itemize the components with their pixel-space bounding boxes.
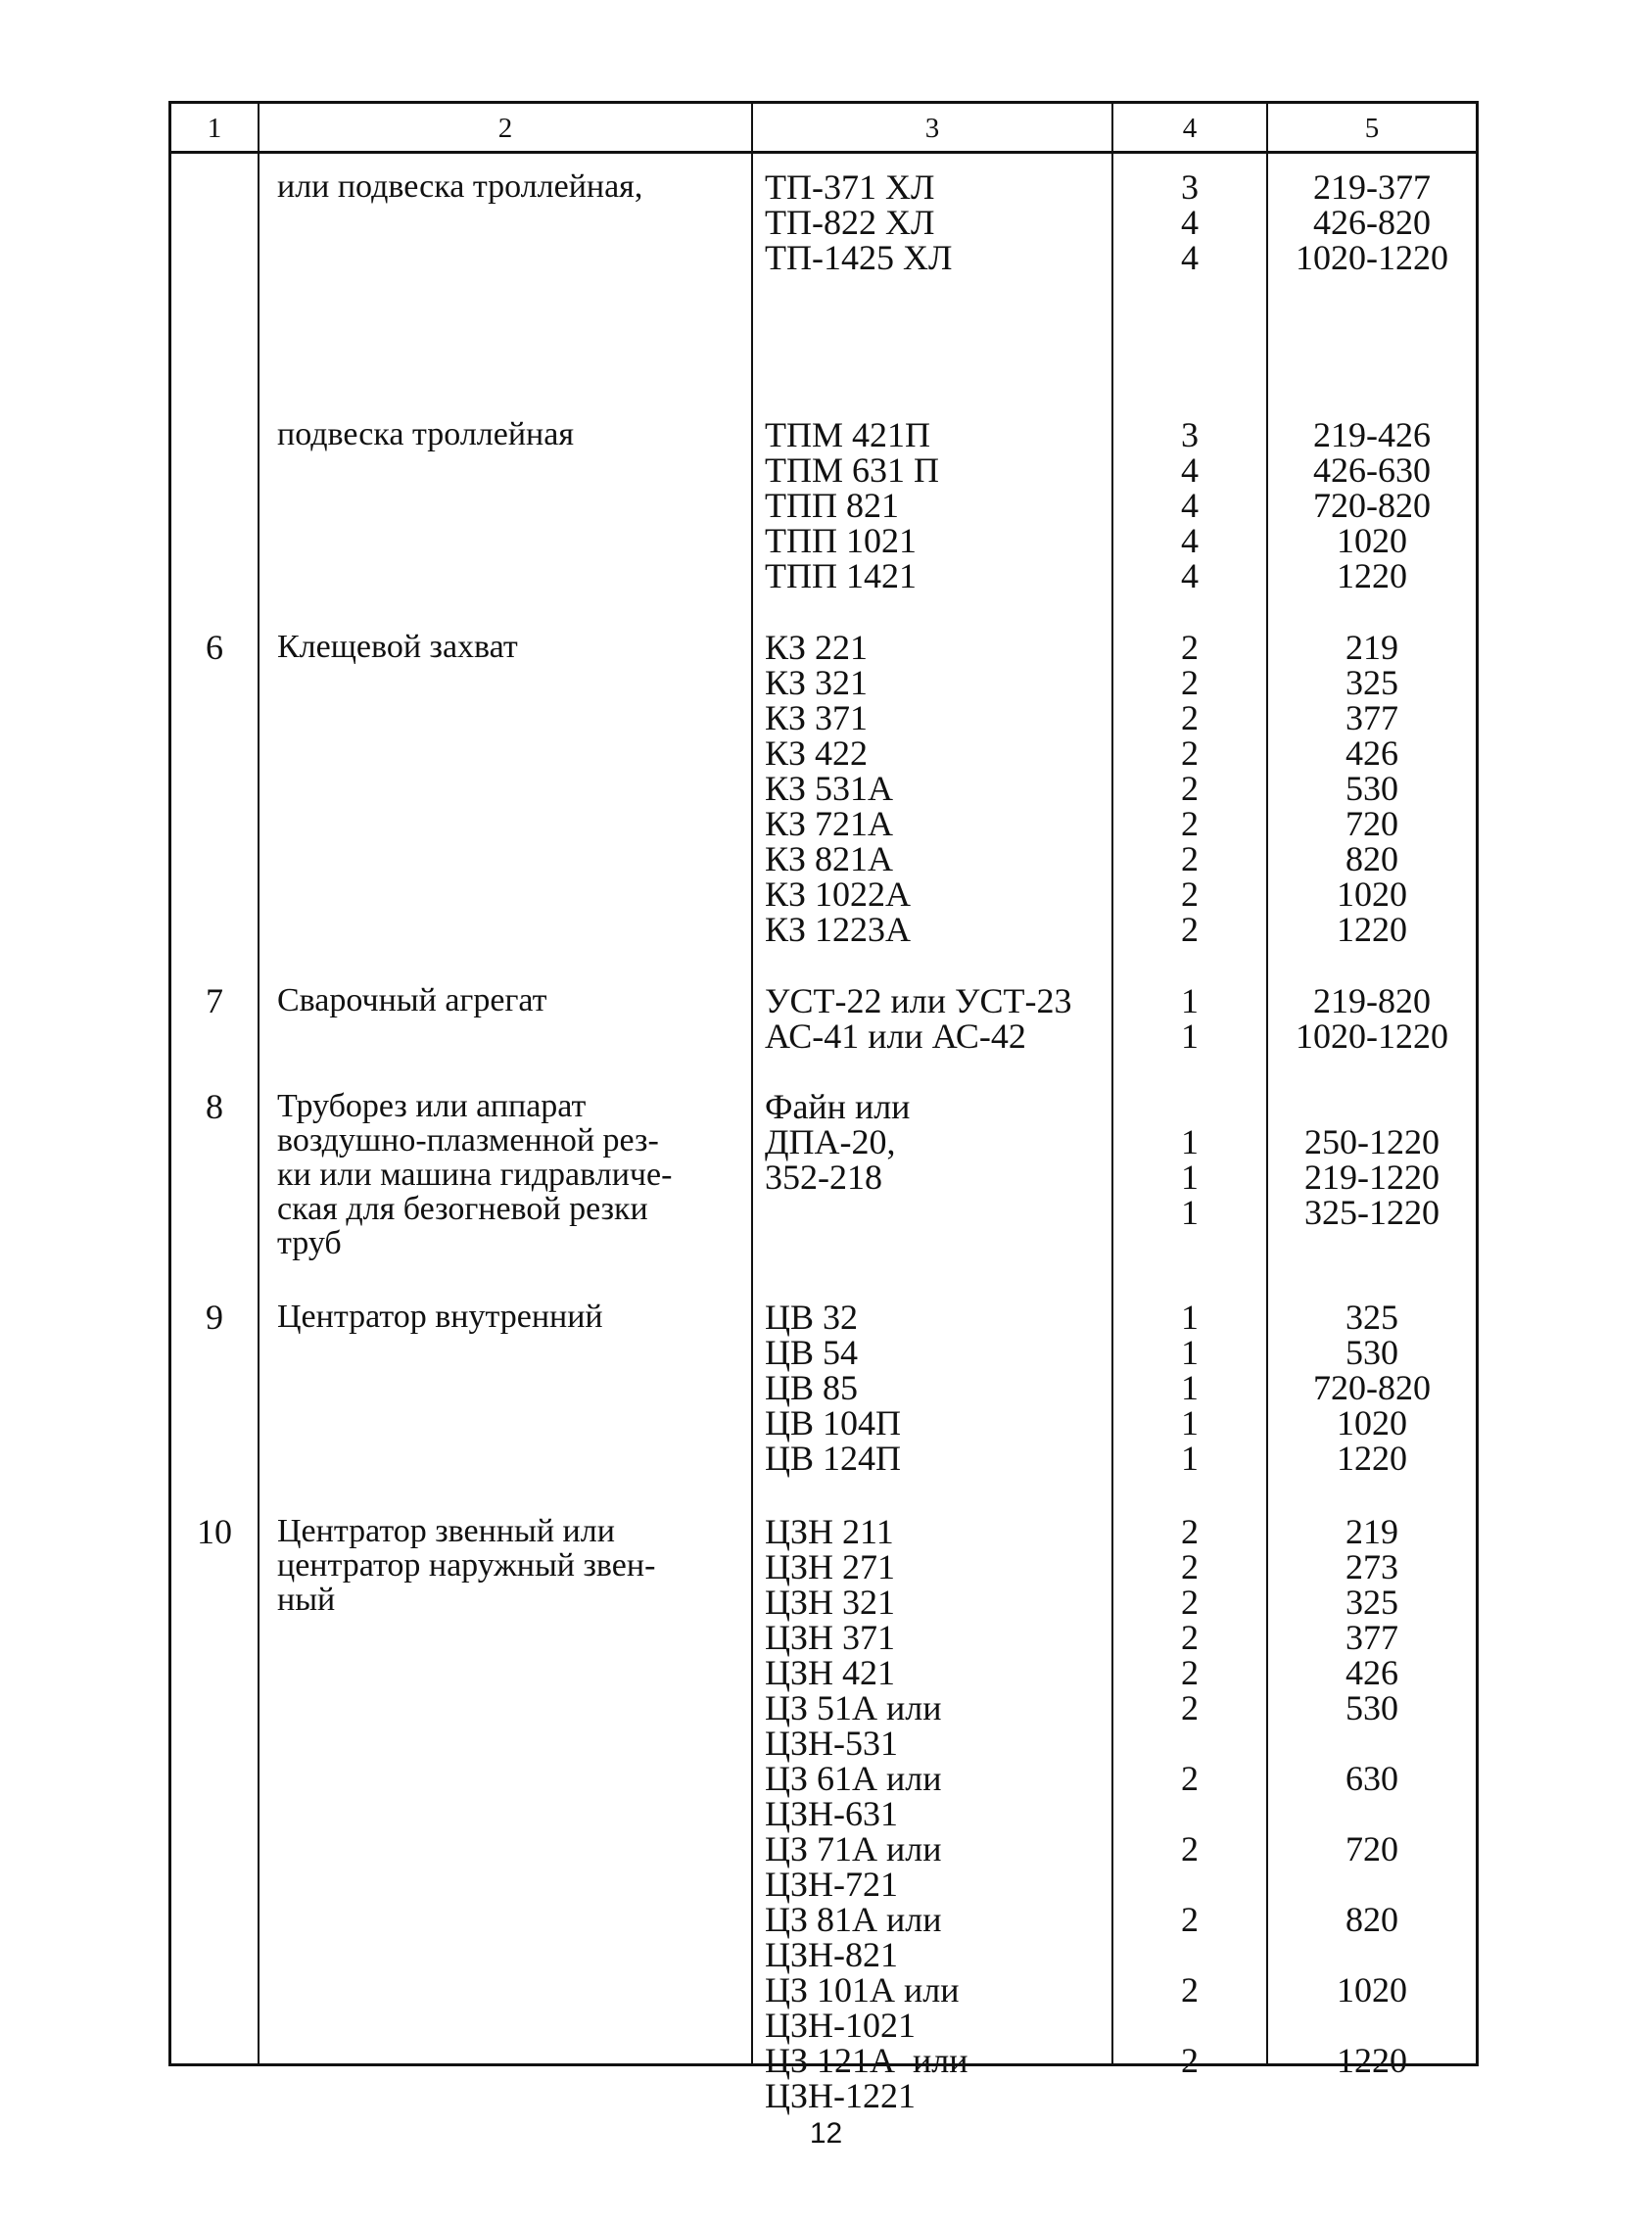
pipe-diameter: 219-377 bbox=[1313, 167, 1431, 207]
equipment-quantity: 1 bbox=[1181, 1298, 1199, 1337]
pipe-diameter: 1020 bbox=[1337, 875, 1407, 914]
pipe-diameter: 325 bbox=[1345, 1583, 1398, 1622]
equipment-quantity: 4 bbox=[1181, 450, 1199, 490]
equipment-mark: 352-218 bbox=[765, 1158, 882, 1197]
header-col-1: 1 bbox=[207, 113, 222, 144]
equipment-quantity: 1 bbox=[1181, 1017, 1199, 1056]
pipe-diameter: 1020-1220 bbox=[1296, 238, 1448, 277]
equipment-mark: ЦЗ 51А или bbox=[765, 1688, 942, 1727]
equipment-mark: УСТ-22 или УСТ-23 bbox=[765, 981, 1072, 1020]
equipment-mark: ЦЗН 271 bbox=[765, 1547, 896, 1586]
equipment-mark: ЦЗ 121А или bbox=[765, 2041, 968, 2080]
equipment-mark: ТП-1425 ХЛ bbox=[765, 238, 953, 277]
equipment-mark: ЦЗН-531 bbox=[765, 1724, 899, 1763]
pipe-diameter: 377 bbox=[1345, 1618, 1398, 1657]
equipment-mark: ТПП 1021 bbox=[765, 521, 917, 560]
equipment-quantity: 2 bbox=[1181, 698, 1199, 737]
pipe-diameter: 530 bbox=[1345, 1333, 1398, 1372]
equipment-mark: КЗ 1223А bbox=[765, 910, 912, 949]
equipment-quantity: 4 bbox=[1181, 556, 1199, 595]
equipment-quantity: 2 bbox=[1181, 1583, 1199, 1622]
equipment-quantity: 4 bbox=[1181, 521, 1199, 560]
row-number: 6 bbox=[206, 628, 223, 667]
pipe-diameter: 720-820 bbox=[1313, 486, 1431, 525]
row-number: 8 bbox=[206, 1087, 223, 1126]
pipe-diameter: 720 bbox=[1345, 1829, 1398, 1868]
equipment-mark: ДПА-20, bbox=[765, 1122, 896, 1161]
equipment-quantity: 2 bbox=[1181, 1900, 1199, 1939]
equipment-quantity: 2 bbox=[1181, 1618, 1199, 1657]
equipment-quantity: 1 bbox=[1181, 1193, 1199, 1232]
equipment-quantity: 2 bbox=[1181, 875, 1199, 914]
equipment-quantity: 2 bbox=[1181, 1759, 1199, 1798]
equipment-name: труб bbox=[277, 1225, 342, 1261]
equipment-name: центратор наружный звен- bbox=[277, 1547, 656, 1584]
equipment-quantity: 1 bbox=[1181, 1439, 1199, 1478]
pipe-diameter: 820 bbox=[1345, 839, 1398, 878]
header-col-2: 2 bbox=[497, 113, 513, 144]
equipment-mark: ТПМ 421П bbox=[765, 415, 930, 454]
equipment-mark: ЦЗН-1021 bbox=[765, 2006, 917, 2045]
pipe-diameter: 530 bbox=[1345, 769, 1398, 808]
pipe-diameter: 1020 bbox=[1337, 1403, 1407, 1443]
equipment-quantity: 2 bbox=[1181, 1547, 1199, 1586]
equipment-name: Клещевой захват bbox=[277, 629, 518, 665]
pipe-diameter: 273 bbox=[1345, 1547, 1398, 1586]
equipment-mark: КЗ 321 bbox=[765, 663, 869, 702]
equipment-quantity: 2 bbox=[1181, 1512, 1199, 1551]
equipment-mark: КЗ 221 bbox=[765, 628, 869, 667]
equipment-quantity: 2 bbox=[1181, 839, 1199, 878]
pipe-diameter: 1020 bbox=[1337, 521, 1407, 560]
pipe-diameter: 219 bbox=[1345, 1512, 1398, 1551]
equipment-quantity: 2 bbox=[1181, 804, 1199, 843]
equipment-mark: КЗ 721А bbox=[765, 804, 894, 843]
equipment-name: воздушно-плазменной рез- bbox=[277, 1122, 659, 1159]
pipe-diameter: 1020 bbox=[1337, 1970, 1407, 2010]
equipment-mark: ЦВ 124П bbox=[765, 1439, 902, 1478]
equipment-quantity: 2 bbox=[1181, 910, 1199, 949]
pipe-diameter: 219-820 bbox=[1313, 981, 1431, 1020]
pipe-diameter: 530 bbox=[1345, 1688, 1398, 1727]
pipe-diameter: 325-1220 bbox=[1304, 1193, 1440, 1232]
equipment-mark: ЦЗН 371 bbox=[765, 1618, 896, 1657]
equipment-mark: ЦЗН 321 bbox=[765, 1583, 896, 1622]
equipment-mark: ТПМ 631 П bbox=[765, 450, 939, 490]
pipe-diameter: 250-1220 bbox=[1304, 1122, 1440, 1161]
equipment-quantity: 2 bbox=[1181, 1653, 1199, 1692]
header-rule bbox=[171, 151, 1476, 154]
equipment-quantity: 2 bbox=[1181, 733, 1199, 773]
equipment-name: или подвеска троллейная, bbox=[277, 168, 643, 205]
equipment-mark: ЦЗН-1221 bbox=[765, 2076, 917, 2115]
pipe-diameter: 1020-1220 bbox=[1296, 1017, 1448, 1056]
equipment-mark: Файн или bbox=[765, 1087, 911, 1126]
equipment-mark: ТПП 821 bbox=[765, 486, 899, 525]
equipment-mark: КЗ 1022А bbox=[765, 875, 912, 914]
pipe-diameter: 720-820 bbox=[1313, 1368, 1431, 1407]
equipment-name: ки или машина гидравличе- bbox=[277, 1157, 673, 1193]
equipment-quantity: 3 bbox=[1181, 415, 1199, 454]
equipment-quantity: 1 bbox=[1181, 1122, 1199, 1161]
pipe-diameter: 1220 bbox=[1337, 1439, 1407, 1478]
pipe-diameter: 219-1220 bbox=[1304, 1158, 1440, 1197]
equipment-mark: ЦЗН-631 bbox=[765, 1794, 899, 1833]
equipment-mark: ЦЗН 421 bbox=[765, 1653, 896, 1692]
pipe-diameter: 325 bbox=[1345, 1298, 1398, 1337]
pipe-diameter: 426-820 bbox=[1313, 203, 1431, 242]
equipment-quantity: 2 bbox=[1181, 769, 1199, 808]
pipe-diameter: 1220 bbox=[1337, 2041, 1407, 2080]
pipe-diameter: 630 bbox=[1345, 1759, 1398, 1798]
equipment-quantity: 4 bbox=[1181, 238, 1199, 277]
equipment-mark: ЦЗ 71А или bbox=[765, 1829, 942, 1868]
pipe-diameter: 1220 bbox=[1337, 556, 1407, 595]
row-number: 7 bbox=[206, 981, 223, 1020]
pipe-diameter: 325 bbox=[1345, 663, 1398, 702]
equipment-quantity: 1 bbox=[1181, 1403, 1199, 1443]
equipment-quantity: 1 bbox=[1181, 981, 1199, 1020]
equipment-mark: ТП-822 ХЛ bbox=[765, 203, 935, 242]
equipment-mark: ЦЗН-821 bbox=[765, 1935, 899, 1974]
column-divider bbox=[258, 104, 260, 2063]
equipment-quantity: 2 bbox=[1181, 663, 1199, 702]
row-number: 9 bbox=[206, 1298, 223, 1337]
equipment-name: подвеска троллейная bbox=[277, 416, 574, 452]
pipe-diameter: 426-630 bbox=[1313, 450, 1431, 490]
equipment-quantity: 1 bbox=[1181, 1333, 1199, 1372]
header-col-4: 4 bbox=[1182, 113, 1198, 144]
equipment-name: Труборез или аппарат bbox=[277, 1088, 587, 1124]
pipe-diameter: 820 bbox=[1345, 1900, 1398, 1939]
equipment-quantity: 2 bbox=[1181, 1829, 1199, 1868]
pipe-diameter: 1220 bbox=[1337, 910, 1407, 949]
pipe-diameter: 219 bbox=[1345, 628, 1398, 667]
pipe-diameter: 426 bbox=[1345, 733, 1398, 773]
equipment-mark: ЦЗ 81А или bbox=[765, 1900, 942, 1939]
equipment-mark: ТП-371 ХЛ bbox=[765, 167, 935, 207]
header-col-5: 5 bbox=[1364, 113, 1380, 144]
equipment-mark: ЦВ 54 bbox=[765, 1333, 859, 1372]
equipment-quantity: 4 bbox=[1181, 203, 1199, 242]
equipment-table bbox=[168, 101, 1479, 2115]
equipment-name: ская для безогневой резки bbox=[277, 1191, 648, 1227]
equipment-quantity: 4 bbox=[1181, 486, 1199, 525]
equipment-name: Сварочный агрегат bbox=[277, 982, 547, 1018]
equipment-mark: ЦЗН-721 bbox=[765, 1865, 899, 1904]
equipment-name: Центратор внутренний bbox=[277, 1299, 603, 1335]
equipment-mark: АС-41 или АС-42 bbox=[765, 1017, 1026, 1056]
equipment-mark: ЦВ 104П bbox=[765, 1403, 902, 1443]
page-number: 12 bbox=[809, 2117, 843, 2150]
pipe-diameter: 219-426 bbox=[1313, 415, 1431, 454]
equipment-mark: КЗ 422 bbox=[765, 733, 869, 773]
equipment-quantity: 2 bbox=[1181, 628, 1199, 667]
equipment-name: Центратор звенный или bbox=[277, 1513, 615, 1549]
equipment-quantity: 1 bbox=[1181, 1158, 1199, 1197]
equipment-mark: ЦЗ 101А или bbox=[765, 1970, 960, 2010]
equipment-mark: ЦЗН 211 bbox=[765, 1512, 894, 1551]
equipment-mark: КЗ 821А bbox=[765, 839, 894, 878]
header-col-3: 3 bbox=[924, 113, 940, 144]
pipe-diameter: 426 bbox=[1345, 1653, 1398, 1692]
equipment-mark: ТПП 1421 bbox=[765, 556, 917, 595]
equipment-quantity: 2 bbox=[1181, 1688, 1199, 1727]
equipment-mark: ЦВ 32 bbox=[765, 1298, 859, 1337]
equipment-mark: ЦВ 85 bbox=[765, 1368, 859, 1407]
column-divider bbox=[751, 104, 753, 2063]
equipment-mark: КЗ 371 bbox=[765, 698, 869, 737]
row-number: 10 bbox=[197, 1512, 232, 1551]
pipe-diameter: 377 bbox=[1345, 698, 1398, 737]
equipment-mark: КЗ 531А bbox=[765, 769, 894, 808]
pipe-diameter: 720 bbox=[1345, 804, 1398, 843]
equipment-quantity: 2 bbox=[1181, 2041, 1199, 2080]
equipment-mark: ЦЗ 61А или bbox=[765, 1759, 942, 1798]
equipment-name: ный bbox=[277, 1582, 336, 1618]
equipment-quantity: 1 bbox=[1181, 1368, 1199, 1407]
equipment-quantity: 2 bbox=[1181, 1970, 1199, 2010]
equipment-quantity: 3 bbox=[1181, 167, 1199, 207]
